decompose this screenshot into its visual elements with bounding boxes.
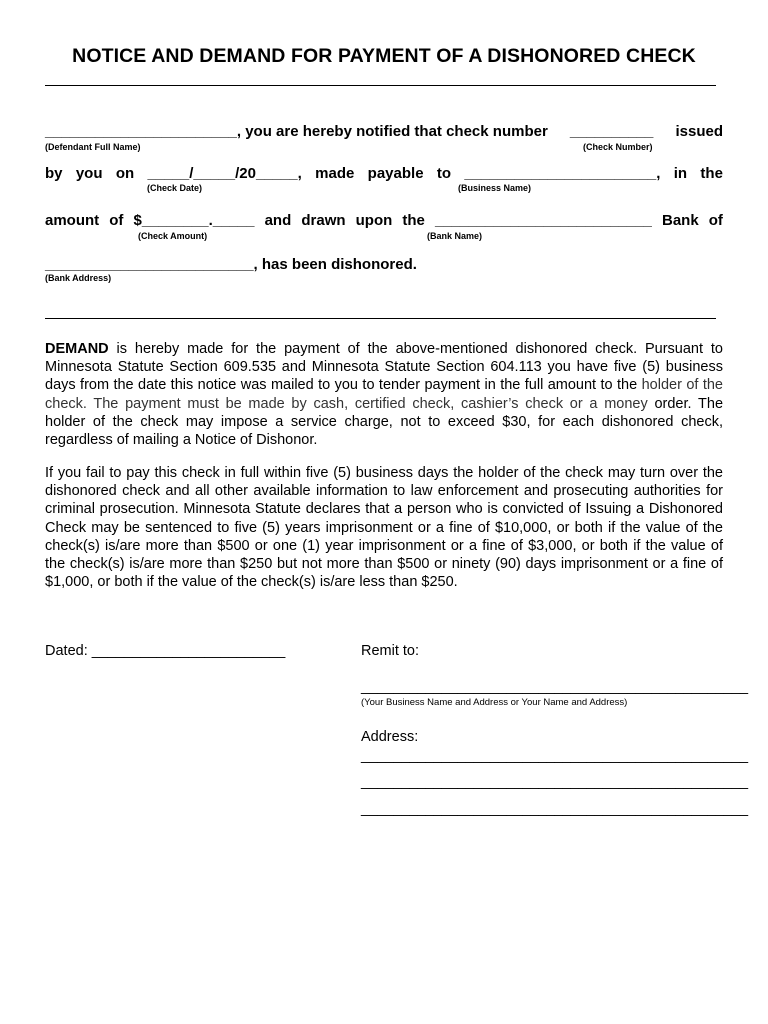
word-by: by bbox=[45, 165, 63, 182]
issued-word: issued bbox=[675, 123, 723, 140]
notice-line-4 bbox=[45, 256, 723, 273]
word-the: the bbox=[700, 165, 723, 182]
check-amount-caption: (Check Amount) bbox=[138, 231, 208, 241]
check-date-field[interactable]: _____/_____/20_____, bbox=[147, 165, 302, 182]
word-bank: Bank bbox=[661, 212, 699, 229]
bank-address-field[interactable]: _________________________, has been dishonored. bbox=[45, 256, 417, 273]
word-payable: payable bbox=[367, 165, 424, 182]
word-in: in bbox=[673, 165, 688, 182]
word-and: and bbox=[264, 212, 292, 229]
page-title: NOTICE AND DEMAND FOR PAYMENT OF A DISHONORED CHECK bbox=[72, 45, 696, 67]
check-number-field[interactable]: __________ bbox=[569, 123, 654, 140]
word-of-2: of bbox=[708, 212, 723, 229]
demand-paragraph bbox=[45, 340, 723, 449]
notified-text: , you are hereby notified that check number bbox=[236, 123, 548, 140]
word-to: to bbox=[436, 165, 452, 182]
word-of: of bbox=[109, 212, 124, 229]
word-upon: upon bbox=[355, 212, 393, 229]
address-line-1[interactable]: ________________________________________________ bbox=[361, 748, 749, 764]
address-line-2[interactable]: ________________________________________________ bbox=[361, 774, 749, 790]
demand-lead: DEMAND bbox=[45, 341, 109, 357]
check-date-caption: (Check Date) bbox=[147, 183, 203, 193]
address-label: Address: bbox=[361, 729, 419, 745]
warning-paragraph: If you fail to pay this check in full within five (5) business days the holder of the check may turn over the dishonored check and all other available information to law enforcement and prosecuting authorities for criminal prosecution. Minnesota Statute declares that a person who is convicted of Issuing a Dishonored Check may be sentenced to five (5) years imprisonment or a fine of $10,000, or both if the value of the check(s) is/are more than $500 or one (1) year imprisonment or a fine of $3,000, or both if the value of the check(s) is/are more than $250 but not more than $500 or ninety (90) days imprisonment or a fine of $1,000, or both if the value of the check(s) is/are less than $250. bbox=[45, 465, 723, 591]
demand-text-c: order. The holder of the check may impose a service charge, not to exceed $30, for each dishonored check, regardless of mailing a Notice of Dishonor. bbox=[45, 395, 724, 449]
defendant-name-caption: (Defendant Full Name) bbox=[45, 142, 141, 152]
remit-to-line[interactable]: ________________________________________________ bbox=[361, 679, 749, 695]
dated-field[interactable]: Dated: ________________________ bbox=[45, 643, 286, 659]
word-made: made bbox=[315, 165, 355, 182]
demand-text-a: is hereby made for the payment of the above-mentioned dishonored check. Pursuant to Minnesota Statute Section 609.535 and Minnesota Statute Section 604.113 you have five (5) business days from the date this notice was mailed to you to tender payment in the full amount to the bbox=[45, 341, 723, 394]
defendant-name-blank: _______________________ bbox=[45, 123, 237, 140]
check-amount-field[interactable]: $________._____ bbox=[133, 212, 255, 229]
word-drawn: drawn bbox=[301, 212, 346, 229]
address-line-3[interactable]: ________________________________________________ bbox=[361, 801, 749, 817]
word-you: you bbox=[75, 165, 103, 182]
notice-line-3 bbox=[45, 212, 723, 229]
business-name-caption: (Business Name) bbox=[458, 183, 532, 193]
remit-to-label: Remit to: bbox=[361, 643, 420, 659]
notice-line-2 bbox=[45, 165, 723, 182]
remit-to-caption: (Your Business Name and Address or Your Name and Address) bbox=[361, 697, 628, 708]
demand-text-b: holder of the check. The payment must be made by cash, certified check, cashier’s check or a money bbox=[45, 377, 723, 412]
bank-name-field[interactable]: __________________________ bbox=[434, 212, 652, 229]
word-on: on bbox=[115, 165, 135, 182]
notice-line-1 bbox=[45, 123, 723, 140]
check-number-caption: (Check Number) bbox=[583, 142, 653, 152]
bank-name-caption: (Bank Name) bbox=[427, 231, 483, 241]
defendant-name-field[interactable] bbox=[45, 123, 548, 140]
section-divider bbox=[45, 318, 716, 319]
bank-address-caption: (Bank Address) bbox=[45, 273, 112, 283]
title-divider bbox=[45, 85, 716, 86]
word-the-2: the bbox=[402, 212, 425, 229]
word-amount: amount bbox=[45, 212, 100, 229]
business-name-field[interactable]: _______________________, bbox=[464, 165, 661, 182]
